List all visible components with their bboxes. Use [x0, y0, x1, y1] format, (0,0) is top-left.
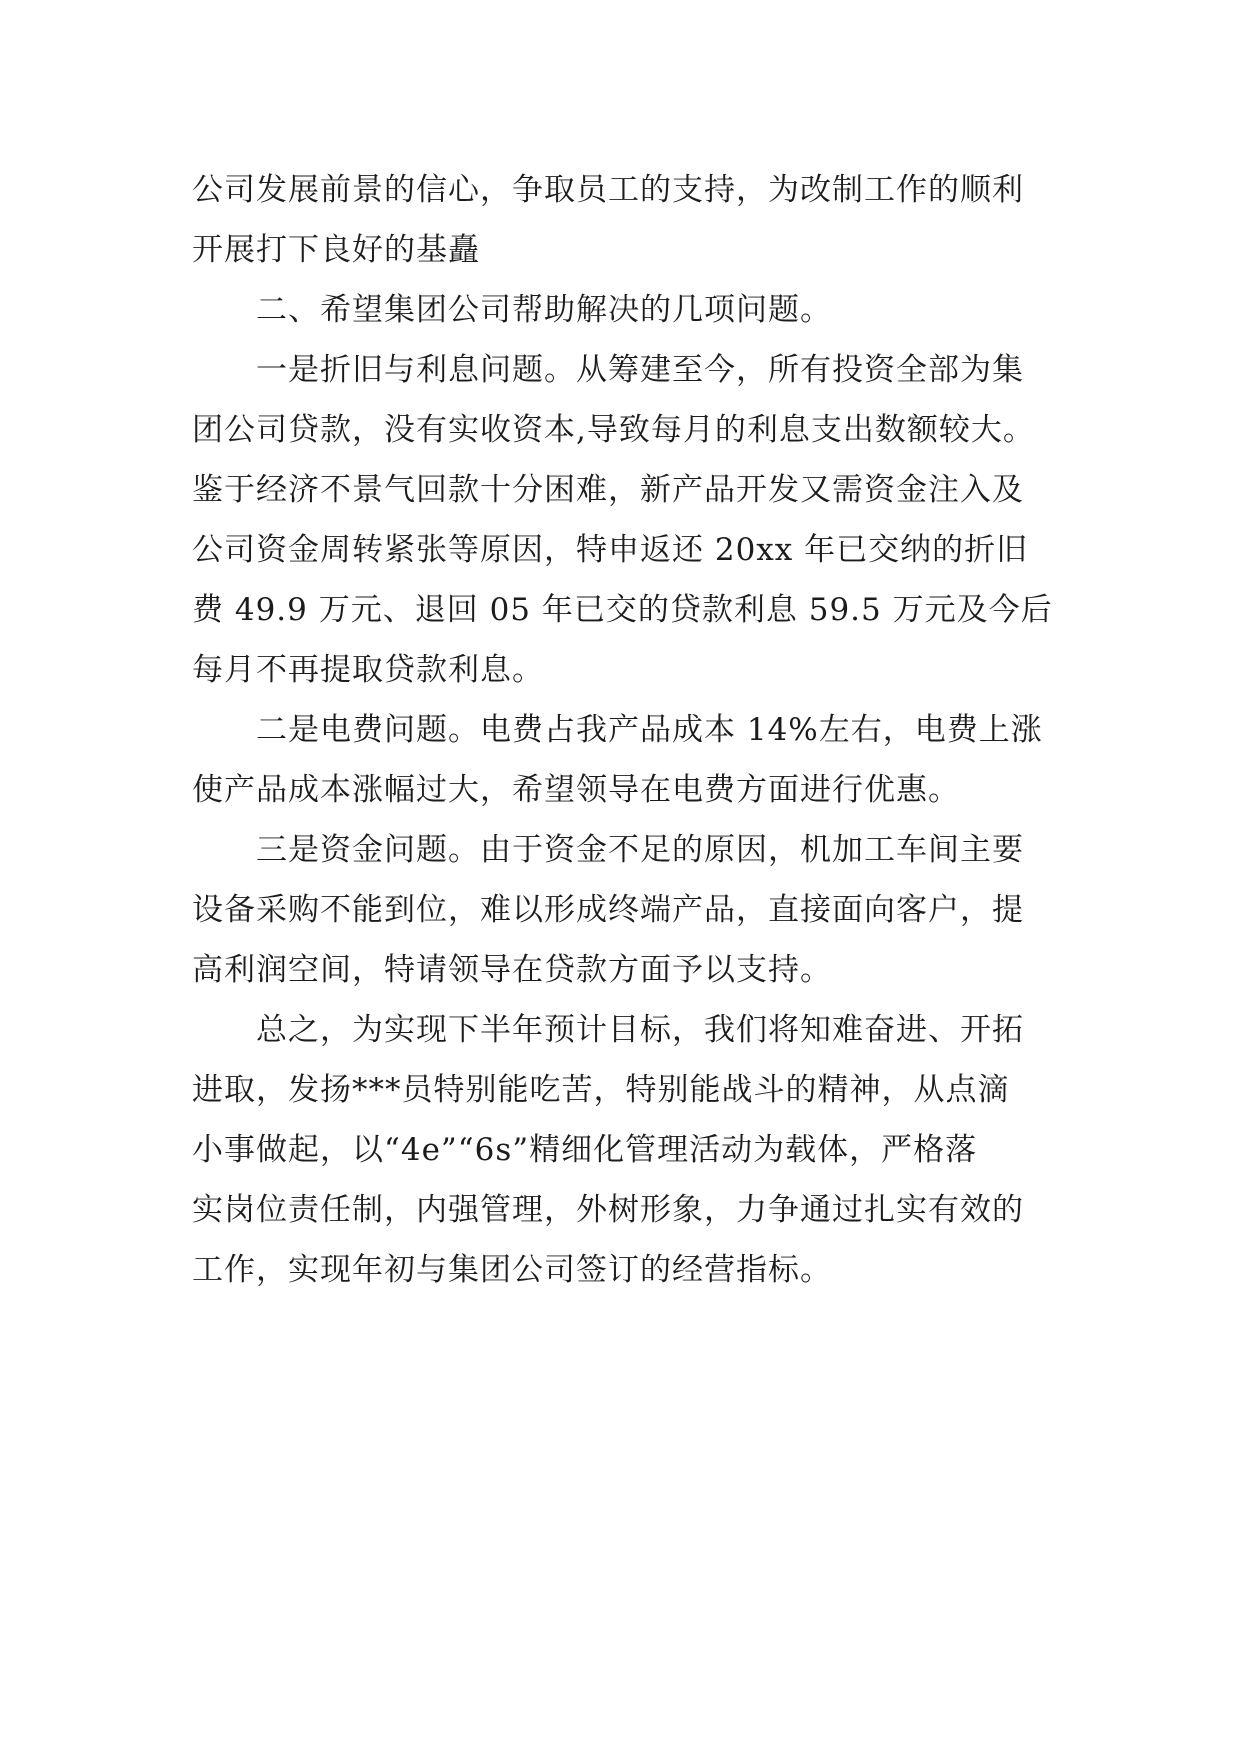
text-line: 总之，为实现下半年预计目标，我们将知难奋进、开拓	[256, 1012, 1024, 1048]
text-line: 开展打下良好的基矗	[192, 232, 480, 268]
text-line: 每月不再提取贷款利息。	[192, 652, 544, 688]
document-body	[192, 160, 1053, 1300]
text-line: 工作，实现年初与集团公司签订的经营指标。	[192, 1252, 832, 1288]
text-line: 进取，发扬***员特别能吃苦，特别能战斗的精神，从点滴	[192, 1072, 1010, 1108]
text-line: 费 49.9 万元、退回 05 年已交的贷款利息 59.5 万元及今后	[192, 592, 1053, 628]
text-line: 使产品成本涨幅过大，希望领导在电费方面进行优惠。	[192, 772, 960, 808]
text-line: 团公司贷款，没有实收资本,导致每月的利息支出数额较大。	[192, 412, 1035, 448]
text-line: 一是折旧与利息问题。从筹建至今，所有投资全部为集	[256, 352, 1024, 388]
text-line: 公司发展前景的信心，争取员工的支持，为改制工作的顺利	[192, 172, 1024, 208]
text-line: 二是电费问题。电费占我产品成本 14%左右，电费上涨	[256, 712, 1043, 748]
text-line: 鉴于经济不景气回款十分困难，新产品开发又需资金注入及	[192, 472, 1024, 508]
text-line: 设备采购不能到位，难以形成终端产品，直接面向客户，提	[192, 892, 1024, 928]
text-line: 高利润空间，特请领导在贷款方面予以支持。	[192, 952, 832, 988]
section-heading: 二、希望集团公司帮助解决的几项问题。	[256, 292, 832, 328]
text-line: 实岗位责任制，内强管理，外树形象，力争通过扎实有效的	[192, 1192, 1024, 1228]
text-line: 公司资金周转紧张等原因，特申返还 20xx 年已交纳的折旧	[192, 532, 1029, 568]
text-line: 三是资金问题。由于资金不足的原因，机加工车间主要	[256, 832, 1024, 868]
text-line: 小事做起，以“4e”“6s”精细化管理活动为载体，严格落	[192, 1132, 978, 1168]
